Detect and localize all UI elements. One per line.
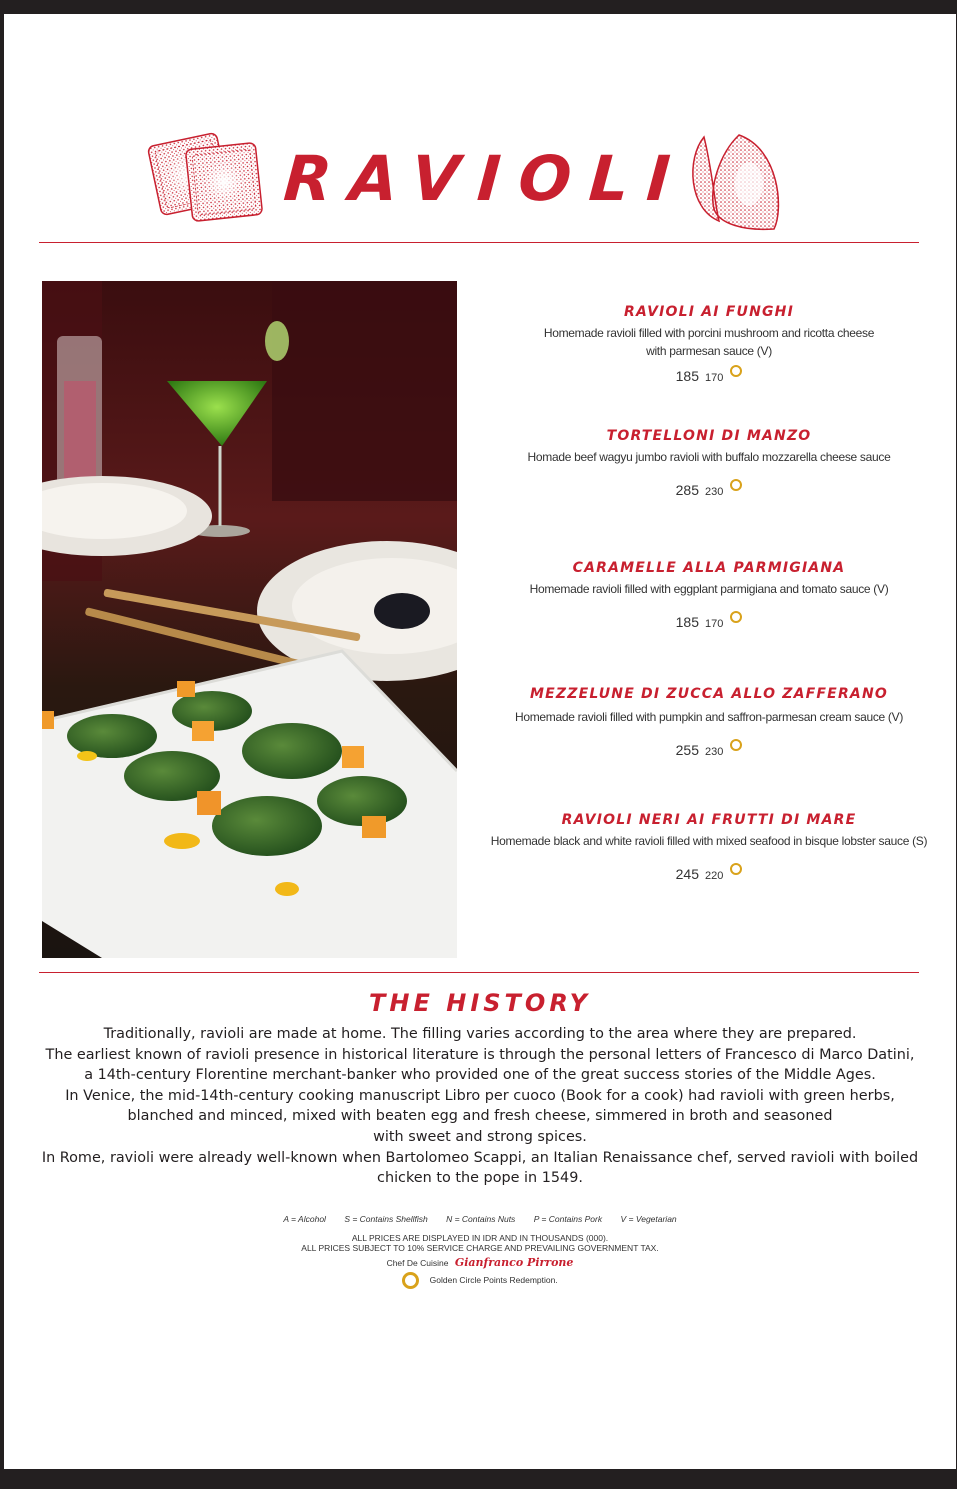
- chef-label: Chef De Cuisine: [386, 1258, 449, 1268]
- legend-item: S = Contains Shellfish: [344, 1214, 428, 1224]
- divider-top: [39, 242, 919, 243]
- bottom-frame-bar: [0, 1469, 957, 1489]
- points-price: 220: [705, 870, 724, 882]
- history-line: a 14th-century Florentine merchant-banker who provided one of the great success stories of the Middle Ages.: [84, 1067, 876, 1084]
- allergen-legend: [4, 1214, 956, 1224]
- golden-circle-icon: [730, 365, 742, 377]
- history-line: The earliest known of ravioli presence in historical literature is through the personal letters of Francesco di Marco Datini,: [45, 1046, 915, 1063]
- price-row: [474, 614, 944, 630]
- history-title: THE HISTORY: [369, 989, 591, 1017]
- price: 245: [675, 866, 699, 882]
- chef-name: Gianfranco Pirrone: [454, 1256, 574, 1269]
- menu-item: [474, 560, 944, 630]
- dish-description: Homemade ravioli filled with pumpkin and saffron-parmesan cream sauce (V): [514, 710, 904, 724]
- legend-item: N = Contains Nuts: [446, 1214, 516, 1224]
- legend-item: P = Contains Pork: [533, 1214, 603, 1224]
- menu-item: [474, 428, 944, 498]
- menu-item: [474, 686, 944, 758]
- menu-page: [4, 14, 956, 1469]
- golden-circle-label: Golden Circle Points Redemption.: [429, 1274, 558, 1285]
- points-price: 230: [705, 746, 724, 758]
- dish-name: TORTELLONI DI MANZO: [606, 428, 812, 444]
- legend-item: V = Vegetarian: [620, 1214, 677, 1224]
- dish-description: Homade beef wagyu jumbo ravioli with buffalo mozzarella cheese sauce: [527, 450, 891, 464]
- ravioli-square-illustration: [144, 124, 269, 234]
- legend-item: A = Alcohol: [283, 1214, 326, 1224]
- dish-name: RAVIOLI AI FUNGHI: [624, 304, 794, 320]
- dish-name: RAVIOLI NERI AI FRUTTI DI MARE: [561, 812, 857, 828]
- price-row: [474, 482, 944, 498]
- price-row: [474, 368, 944, 384]
- history-line: Traditionally, ravioli are made at home. The filling varies according to the area where they are prepared.: [103, 1026, 857, 1042]
- golden-circle-icon: [402, 1272, 419, 1289]
- chef-credit: [4, 1256, 956, 1269]
- price-note: ALL PRICES ARE DISPLAYED IN IDR AND IN THOUSANDS (000).: [351, 1233, 609, 1243]
- points-price: 230: [705, 486, 724, 498]
- dish-description-text: Homemade ravioli filled with porcini mushroom and ricotta cheese with parmesan sauce (V): [543, 326, 875, 358]
- price-row: [474, 866, 944, 882]
- points-price: 170: [705, 372, 724, 384]
- history-line: blanched and minced, mixed with beaten egg and fresh cheese, simmered in broth and seasoned: [127, 1108, 833, 1125]
- price: 185: [675, 368, 699, 384]
- menu-item: [474, 304, 944, 384]
- page-title: RAVIOLI: [281, 142, 691, 215]
- header: [4, 124, 956, 244]
- price: 285: [675, 482, 699, 498]
- price-row: [474, 742, 944, 758]
- golden-circle-icon: [730, 611, 742, 623]
- ravioli-half-moon-illustration: [684, 129, 784, 234]
- points-price: 170: [705, 618, 724, 630]
- history-line: In Venice, the mid-14th-century cooking manuscript Libro per cuoco (Book for a cook) had ravioli with green herbs,: [65, 1087, 895, 1104]
- divider-middle: [39, 972, 919, 973]
- history-text: [34, 1024, 926, 1189]
- dish-name: MEZZELUNE DI ZUCCA ALLO ZAFFERANO: [530, 686, 888, 702]
- ravioli-dish-photo: [42, 281, 457, 958]
- golden-circle-icon: [730, 863, 742, 875]
- golden-circle-legend: [4, 1272, 956, 1289]
- history-line: chicken to the pope in 1549.: [377, 1170, 583, 1187]
- history-line: with sweet and strong spices.: [373, 1128, 587, 1145]
- history-line: In Rome, ravioli were already well-known when Bartolomeo Scappi, an Italian Renaissance chef, served ravioli with boiled: [41, 1149, 919, 1166]
- dish-name: CARAMELLE ALLA PARMIGIANA: [572, 560, 846, 576]
- price-note: ALL PRICES SUBJECT TO 10% SERVICE CHARGE AND PREVAILING GOVERNMENT TAX.: [301, 1243, 659, 1253]
- price: 255: [675, 742, 699, 758]
- dish-description: Homemade ravioli filled with eggplant parmigiana and tomato sauce (V): [529, 582, 889, 596]
- dish-description: Homemade black and white ravioli filled with mixed seafood in bisque lobster sauce (S): [490, 834, 928, 848]
- price-notes: [4, 1233, 956, 1253]
- dish-description: [474, 324, 944, 360]
- golden-circle-icon: [730, 479, 742, 491]
- golden-circle-icon: [730, 739, 742, 751]
- price: 185: [675, 614, 699, 630]
- menu-item: [474, 812, 944, 882]
